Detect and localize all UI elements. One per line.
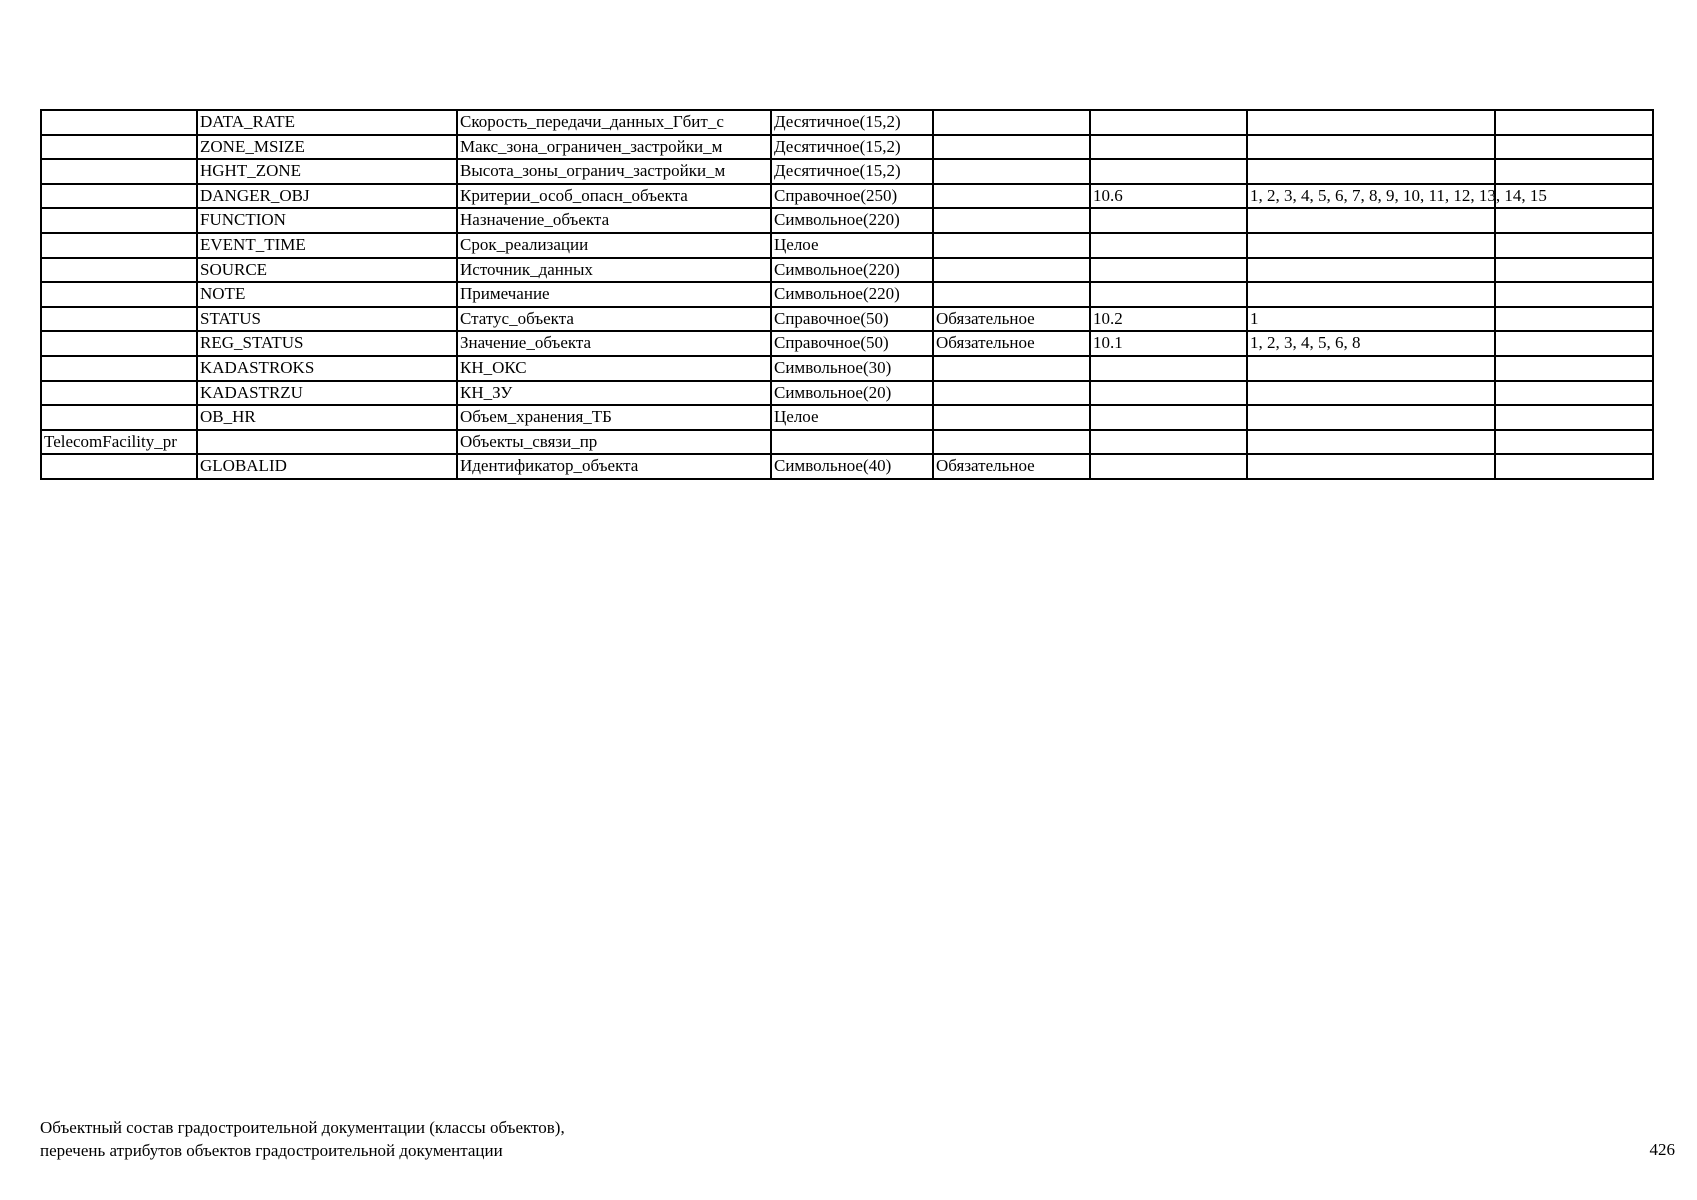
values-cell [1247, 430, 1495, 455]
field-type-cell: Целое [771, 233, 933, 258]
table-row [41, 184, 1653, 209]
table-row [41, 405, 1653, 430]
class-name-cell [41, 405, 197, 430]
table-row [41, 356, 1653, 381]
field-type-cell: Справочное(50) [771, 331, 933, 356]
values-cell [1247, 405, 1495, 430]
field-alias-cell: Назначение_объекта [457, 208, 771, 233]
values-cell [1247, 159, 1495, 184]
field-alias-cell: КН_ЗУ [457, 381, 771, 406]
required-cell [933, 233, 1090, 258]
values-cell [1247, 356, 1495, 381]
class-name-cell [41, 135, 197, 160]
field-type-cell: Символьное(20) [771, 381, 933, 406]
note-cell [1495, 159, 1653, 184]
footer-line-2: перечень атрибутов объектов градостроительной документации [40, 1141, 503, 1160]
field-name-cell: KADASTRZU [197, 381, 457, 406]
class-name-cell [41, 356, 197, 381]
field-type-cell: Целое [771, 405, 933, 430]
attribute-table-body [41, 110, 1653, 479]
field-alias-cell: Значение_объекта [457, 331, 771, 356]
field-name-cell: FUNCTION [197, 208, 457, 233]
class-name-cell: TelecomFacility_pr [41, 430, 197, 455]
reference-cell [1090, 430, 1247, 455]
values-cell [1247, 454, 1495, 479]
class-name-cell [41, 159, 197, 184]
field-alias-cell: Высота_зоны_огранич_застройки_м [457, 159, 771, 184]
reference-cell [1090, 258, 1247, 283]
required-cell: Обязательное [933, 307, 1090, 332]
required-cell [933, 159, 1090, 184]
field-type-cell: Десятичное(15,2) [771, 135, 933, 160]
table-row [41, 282, 1653, 307]
footer-line-1: Объектный состав градостроительной документации (классы объектов), [40, 1118, 565, 1137]
note-cell [1495, 135, 1653, 160]
table-row [41, 208, 1653, 233]
values-cell: 1, 2, 3, 4, 5, 6, 7, 8, 9, 10, 11, 12, 13, 14, 15 [1247, 184, 1495, 209]
field-type-cell: Десятичное(15,2) [771, 159, 933, 184]
class-name-cell [41, 184, 197, 209]
reference-cell [1090, 405, 1247, 430]
note-cell [1495, 282, 1653, 307]
table-row [41, 233, 1653, 258]
class-name-cell [41, 381, 197, 406]
field-name-cell [197, 430, 457, 455]
field-name-cell: REG_STATUS [197, 331, 457, 356]
field-name-cell: EVENT_TIME [197, 233, 457, 258]
reference-cell [1090, 110, 1247, 135]
class-name-cell [41, 258, 197, 283]
table-row [41, 430, 1653, 455]
required-cell [933, 135, 1090, 160]
field-type-cell: Символьное(220) [771, 208, 933, 233]
field-name-cell: ZONE_MSIZE [197, 135, 457, 160]
reference-cell: 10.6 [1090, 184, 1247, 209]
table-row [41, 454, 1653, 479]
field-type-cell: Символьное(40) [771, 454, 933, 479]
required-cell: Обязательное [933, 331, 1090, 356]
table-row [41, 110, 1653, 135]
values-cell [1247, 233, 1495, 258]
table-row [41, 381, 1653, 406]
required-cell [933, 184, 1090, 209]
table-row [41, 159, 1653, 184]
reference-cell [1090, 381, 1247, 406]
attribute-table [40, 109, 1654, 480]
field-type-cell: Символьное(30) [771, 356, 933, 381]
note-cell [1495, 331, 1653, 356]
values-cell [1247, 208, 1495, 233]
field-type-cell: Десятичное(15,2) [771, 110, 933, 135]
note-cell [1495, 110, 1653, 135]
field-alias-cell: Критерии_особ_опасн_объекта [457, 184, 771, 209]
field-alias-cell: КН_ОКС [457, 356, 771, 381]
note-cell [1495, 381, 1653, 406]
field-name-cell: HGHT_ZONE [197, 159, 457, 184]
field-alias-cell: Скорость_передачи_данных_Гбит_с [457, 110, 771, 135]
note-cell [1495, 258, 1653, 283]
class-name-cell [41, 110, 197, 135]
field-type-cell: Символьное(220) [771, 258, 933, 283]
reference-cell [1090, 159, 1247, 184]
required-cell [933, 381, 1090, 406]
values-cell [1247, 110, 1495, 135]
values-cell [1247, 258, 1495, 283]
class-name-cell [41, 233, 197, 258]
field-alias-cell: Статус_объекта [457, 307, 771, 332]
note-cell [1495, 208, 1653, 233]
field-alias-cell: Источник_данных [457, 258, 771, 283]
table-row [41, 258, 1653, 283]
field-type-cell: Справочное(250) [771, 184, 933, 209]
values-cell [1247, 381, 1495, 406]
reference-cell [1090, 282, 1247, 307]
field-name-cell: DATA_RATE [197, 110, 457, 135]
field-alias-cell: Примечание [457, 282, 771, 307]
reference-cell [1090, 233, 1247, 258]
class-name-cell [41, 307, 197, 332]
required-cell [933, 430, 1090, 455]
field-name-cell: STATUS [197, 307, 457, 332]
page-footer [40, 1116, 565, 1162]
required-cell [933, 110, 1090, 135]
field-name-cell: GLOBALID [197, 454, 457, 479]
required-cell [933, 208, 1090, 233]
reference-cell: 10.2 [1090, 307, 1247, 332]
required-cell: Обязательное [933, 454, 1090, 479]
values-cell [1247, 135, 1495, 160]
reference-cell [1090, 208, 1247, 233]
class-name-cell [41, 331, 197, 356]
attribute-table-wrapper [40, 109, 1652, 480]
note-cell [1495, 356, 1653, 381]
note-cell [1495, 454, 1653, 479]
note-cell [1495, 405, 1653, 430]
field-name-cell: SOURCE [197, 258, 457, 283]
note-cell [1495, 430, 1653, 455]
reference-cell: 10.1 [1090, 331, 1247, 356]
reference-cell [1090, 454, 1247, 479]
required-cell [933, 282, 1090, 307]
required-cell [933, 405, 1090, 430]
values-cell: 1 [1247, 307, 1495, 332]
table-row [41, 307, 1653, 332]
field-type-cell [771, 430, 933, 455]
field-name-cell: KADASTROKS [197, 356, 457, 381]
field-name-cell: NOTE [197, 282, 457, 307]
table-row [41, 331, 1653, 356]
page-number: 426 [1649, 1140, 1675, 1159]
field-name-cell: OB_HR [197, 405, 457, 430]
reference-cell [1090, 356, 1247, 381]
field-type-cell: Справочное(50) [771, 307, 933, 332]
field-alias-cell: Срок_реализации [457, 233, 771, 258]
class-name-cell [41, 282, 197, 307]
values-cell: 1, 2, 3, 4, 5, 6, 8 [1247, 331, 1495, 356]
class-name-cell [41, 208, 197, 233]
class-name-cell [41, 454, 197, 479]
note-cell [1495, 307, 1653, 332]
required-cell [933, 356, 1090, 381]
field-type-cell: Символьное(220) [771, 282, 933, 307]
table-row [41, 135, 1653, 160]
values-cell [1247, 282, 1495, 307]
reference-cell [1090, 135, 1247, 160]
field-alias-cell: Макс_зона_ограничен_застройки_м [457, 135, 771, 160]
field-alias-cell: Объем_хранения_ТБ [457, 405, 771, 430]
field-name-cell: DANGER_OBJ [197, 184, 457, 209]
field-alias-cell: Идентификатор_объекта [457, 454, 771, 479]
note-cell [1495, 233, 1653, 258]
required-cell [933, 258, 1090, 283]
field-alias-cell: Объекты_связи_пр [457, 430, 771, 455]
